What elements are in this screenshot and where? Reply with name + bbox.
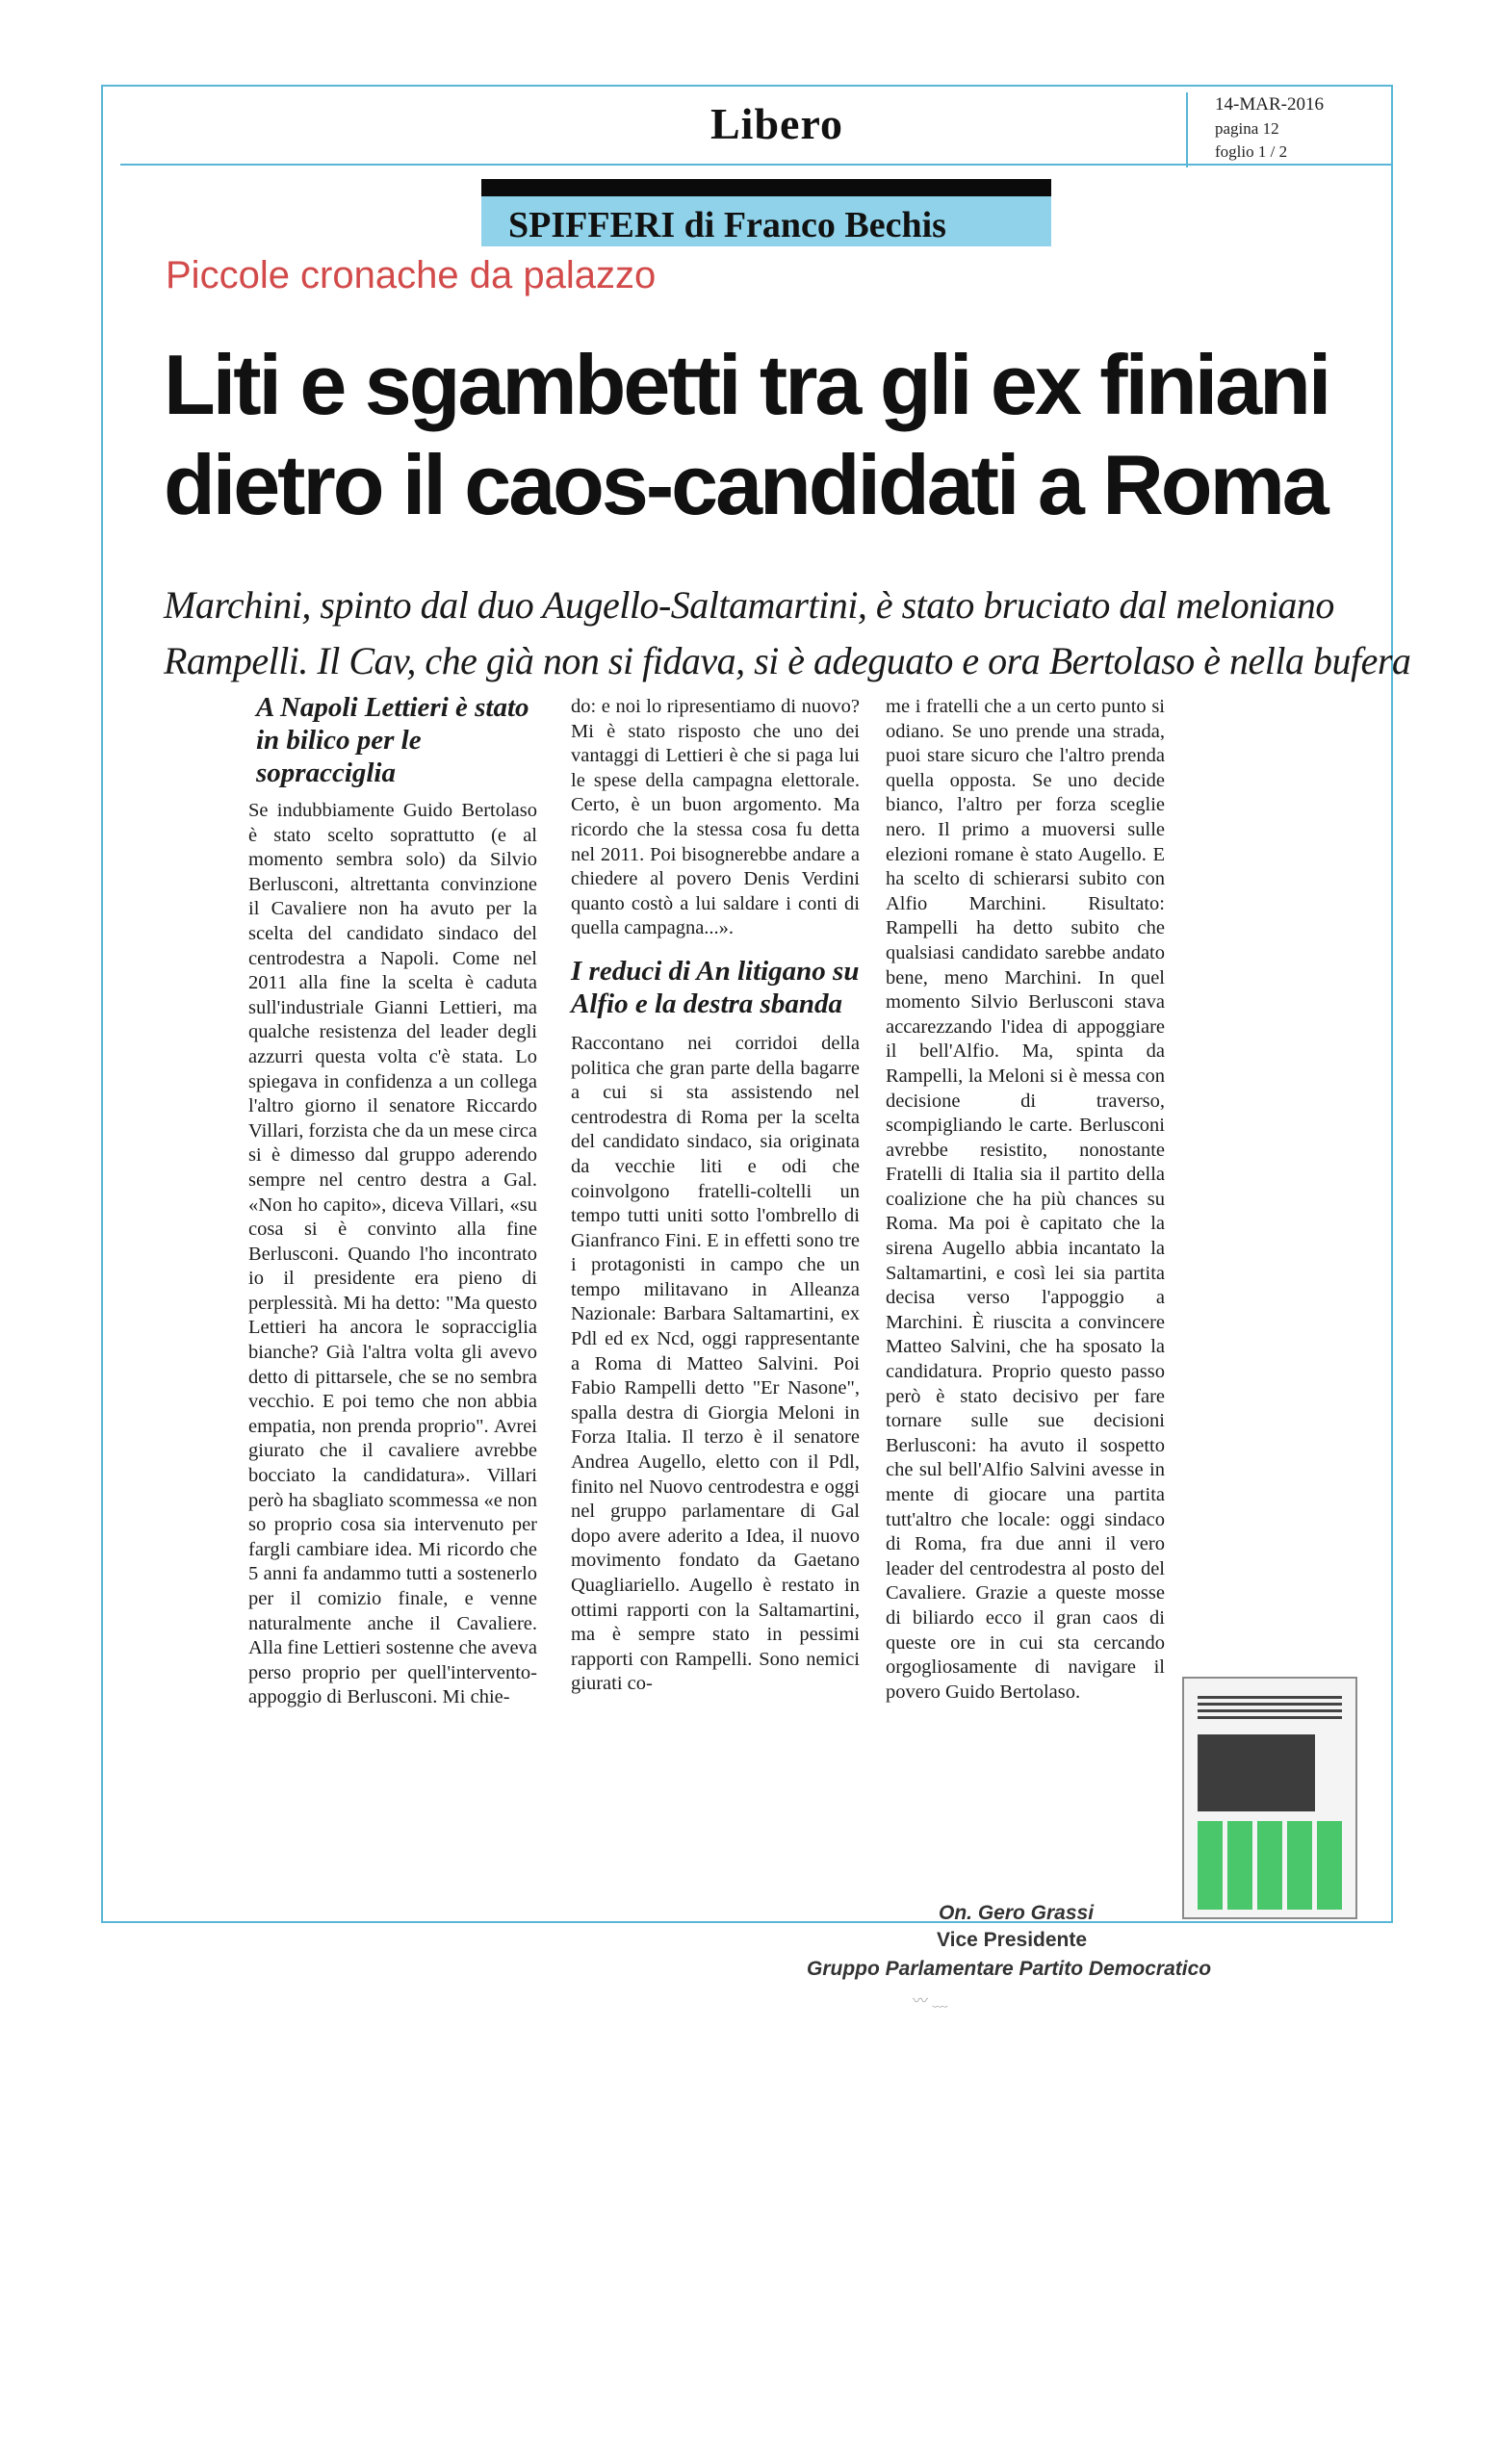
thumbnail-headline-shape [1198,1696,1342,1721]
article-headline [164,335,1386,535]
headline-line: dietro il caos-candidati a Roma [164,437,1327,532]
column-subhead: I reduci di An litigano su Alfio e la destra sbanda [571,955,860,1019]
signature-group: Gruppo Parlamentare Partito Democratico [807,1958,1212,1980]
column-text: Raccontano nei corridoi della politica che gran parte della bagarre a cui si sta assistendo nel centrodestra di Roma per la scelta del candidato sindaco, sia originata da vecchie liti e odi che coinvolgono fratelli-coltelli un tempo tutti uniti sotto l'ombrello di Gianfranco Fini. E in effetti sono tre i protagonisti in campo che un tempo militavano in Alleanza Nazionale: Barbara Saltamartini, ex Pdl ed ex Ncd, oggi rappresentante a Roma di Matteo Salvini. Poi Fabio Rampelli detto "Er Nasone", spalla destra di Giorgia Meloni in Forza Italia. Il terzo è il senatore Andrea Augello, eletto con il Pdl, finito nel Nuovo centrodestra e oggi nel gruppo parlamentare di Gal dopo avere aderito a Idea, il nuovo movimento fondato da Gaetano Quagliariello. Augello è restato in ottimi rapporti con la Saltamartini, ma è sempre stato in pessimi rapporti con Rampelli. Sono nemici giurati co- [571,1032,860,1695]
thumbnail-photo-shape [1198,1734,1315,1811]
press-sheet: foglio 1 / 2 [1215,142,1288,161]
article-kicker: Piccole cronache da palazzo [166,254,657,296]
column-text: me i fratelli che a un certo punto si odiano. Se uno prende una strada, puoi stare sicuro che l'altro prenda quella opposta. Se uno decide bianco, l'altro per forza sceglie nero. Il primo a muoversi sulle elezioni romane è stato Augello. E ha scelto di schierarsi subito con Alfio Marchini. Risultato: Rampelli ha detto subito che qualsiasi candidato sarebbe andato bene, meno Marchini. In quel momento Silvio Berlusconi stava accarezzando l'idea di appoggiare il bell'Alfio. Ma, spinta da Rampelli, la Meloni si è messa con decisione di traverso, scompigliando le carte. Berlusconi avrebbe resistito, nonostante Fratelli di Italia sia il partito della coalizione che ha più chances su Roma. Ma poi è capitato che la sirena Augello abbia incantato la Saltamartini, e così lei sia partita decisa verso l'appoggio a Marchini. È riuscita a convincere Matteo Salvini, che ha sposato la candidatura. Proprio questo passo però è stato decisivo per fare tornare sulle sue decisioni Berlusconi: ha avuto il sospetto che sul bell'Alfio Salvini avesse in mente di giocare una partita tutt'altro che locale: oggi sindaco di Roma, fra due anni il vero leader del centrodestra al posto del Cavaliere. Grazie a queste mosse di biliardo ecco il gran caos di queste ore in cui sta cercando orgogliosamente di navigare il povero Guido Bertolaso. [886,696,1165,1703]
press-page: pagina 12 [1215,119,1279,138]
section-rule [481,179,1051,196]
press-date: 14-MAR-2016 [1215,94,1324,115]
section-title: SPIFFERI di Franco Bechis [508,205,946,245]
newspaper-logo: Libero [710,99,844,148]
handwritten-signature-mark: 〰 ﹏ [913,1993,948,2010]
page-thumbnail-image [1182,1677,1357,1919]
article-column-1 [248,691,537,1710]
headline-line: Liti e sgambetti tra gli ex finiani [164,337,1329,432]
deck-line: Rampelli. Il Cav, che già non si fidava, si è adeguato e ora Bertolaso è nella bufera [164,639,1411,682]
article-column-3 [886,695,1165,1705]
column-subhead: A Napoli Lettieri è stato in bilico per le sopracciglia [256,692,529,788]
article-deck [164,578,1411,689]
column-text: Se indubbiamente Guido Bertolaso è stato scelto soprattutto (e al momento sembra solo) da Silvio Berlusconi, altrettanta convinzione il Cavaliere non ha avuto per la scelta del candidato sindaco del centrodestra a Napoli. Come nel 2011 alla fine la scelta è caduta sull'industriale Gianni Lettieri, ma qualche resistenza del leader degli azzurri questa volta c'è stata. Lo spiegava in confidenza a un collega l'altro giorno il senatore Riccardo Villari, forzista che da un mese circa si è dimesso dal gruppo aderendo sempre nel centro destra a Gal. «Non ho capito», diceva Villari, «su cosa si è convinto alla fine Berlusconi. Quando l'ho incontrato io il presidente era pieno di perplessità. Mi ha detto: "Ma questo Lettieri ha ancora le sopracciglia bianche? Già l'altra volta gli avevo detto di pittarsele, che se no sembra vecchio. E poi temo che non abbia empatia, non prenda proprio". Avrei giurato che il cavaliere avrebbe bocciato la candidatura». Villari però ha sbagliato scommessa «e non so proprio cosa sia intervenuto per fargli cambiare idea. Mi ricordo che 5 anni fa andammo tutti a sostenerlo per il comizio finale, e venne naturalmente anche il Cavaliere. Alla fine Lettieri sostenne che aveva perso proprio per quell'intervento-appoggio di Berlusconi. Mi chie- [248,800,537,1708]
column-text: do: e noi lo ripresentiamo di nuovo? Mi è stato risposto che uno dei vantaggi di Lettieri è che si paga lui le spese della campagna elettorale. Certo, è un buon argomento. Ma ricordo che la stessa cosa fu detta nel 2011. Poi bisognerebbe andare a chiedere al povero Denis Verdini quanto costò a lui saldare i conti di quella campagna...». [571,696,860,939]
thumbnail-columns-shape [1198,1821,1342,1910]
signature-role: Vice Presidente [937,1929,1088,1951]
deck-line: Marchini, spinto dal duo Augello-Saltamartini, è stato bruciato dal meloniano [164,583,1334,627]
article-column-2 [571,695,860,1697]
signature-name: On. Gero Grassi [939,1902,1095,1924]
